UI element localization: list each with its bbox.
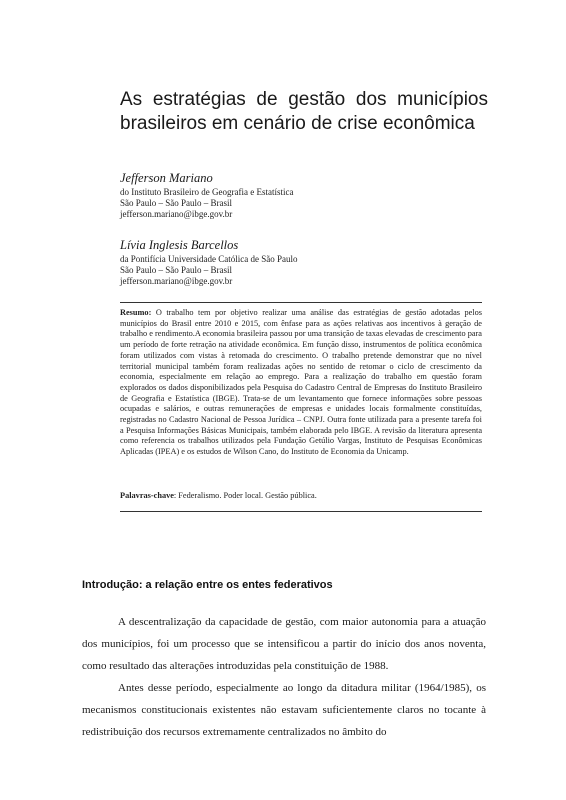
section-heading: Introdução: a relação entre os entes federativos [82, 579, 333, 591]
author-location: São Paulo – São Paulo – Brasil [120, 198, 232, 208]
keywords-label: Palavras-chave [120, 491, 174, 500]
author-email: jefferson.mariano@ibge.gov.br [120, 276, 233, 286]
divider-rule [120, 302, 482, 303]
body-paragraph: A descentralização da capacidade de gestão, com maior autonomia para a atuação dos municípios, foi um processo que se intensificou a partir do início dos anos noventa, como resultado das alterações introduzidas pela constituição de 1988. [82, 616, 486, 672]
abstract-text: O trabalho tem por objetivo realizar uma análise das estratégias de gestão adotadas pelos municípios do Brasil entre 2010 e 2015, com ênfase para as ações relativas aos incentivos à geração de trabalho e rendimento.A economia brasileira passou por uma transição de taxas elevadas de crescimento para um período de forte retração na atividade econômica. Em função disso, instrumentos de política econômica foram utilizados com vistas à retomada do crescimento. O trabalho pretende demonstrar que no nível territorial municipal também foram realizadas ações no sentido de retomar o ciclo de crescimento da economia, especialmente em relação ao emprego. Para a realização do trabalho em questão foram explorados os dados disponibilizados pela Pesquisa do Cadastro Central de Empresas do Instituto Brasileiro de Geografia e Estatística (IBGE). Trata-se de um levantamento que fornece informações sobre pessoas ocupadas e salários, e outras remunerações de empresas e unidades locais formalmente constituídas, registradas no Cadastro Nacional de Pessoa Jurídica – CNPJ. Outra fonte utilizada para a presente tarefa foi a Pesquisa Informações Básicas Municipais, também elaborada pelo IBGE. A revisão da literatura apresenta como referencia os trabalhos utilizados pela Fundação Getúlio Vargas, Instituto de Pesquisas Econômicas Aplicadas (IPEA) e os estudos de Wilson Cano, do Instituto de Economia da Unicamp. [120, 308, 482, 457]
keywords-text: : Federalismo. Poder local. Gestão pública. [173, 491, 317, 500]
divider-rule [120, 511, 482, 512]
abstract-label: Resumo: [120, 308, 152, 317]
author-email: jefferson.mariano@ibge.gov.br [120, 209, 233, 219]
author-affiliation: da Pontifícia Universidade Católica de São Paulo [120, 254, 298, 264]
author-location: São Paulo – São Paulo – Brasil [120, 265, 232, 275]
author-affiliation: do Instituto Brasileiro de Geografia e Estatística [120, 187, 294, 197]
keywords [120, 490, 482, 501]
body-paragraph: Antes desse período, especialmente ao longo da ditadura militar (1964/1985), os mecanismos constitucionais existentes não estavam suficientemente claros no tocante à redistribuição dos recursos extremamente centralizados no âmbito do [82, 682, 486, 738]
author-name: Lívia Inglesis Barcellos [120, 238, 239, 252]
author-name: Jefferson Mariano [120, 171, 213, 185]
author-block [120, 238, 500, 287]
abstract [120, 308, 482, 458]
paper-title: As estratégias de gestão dos municípios brasileiros em cenário de crise econômica [120, 89, 488, 134]
author-block [120, 171, 500, 220]
